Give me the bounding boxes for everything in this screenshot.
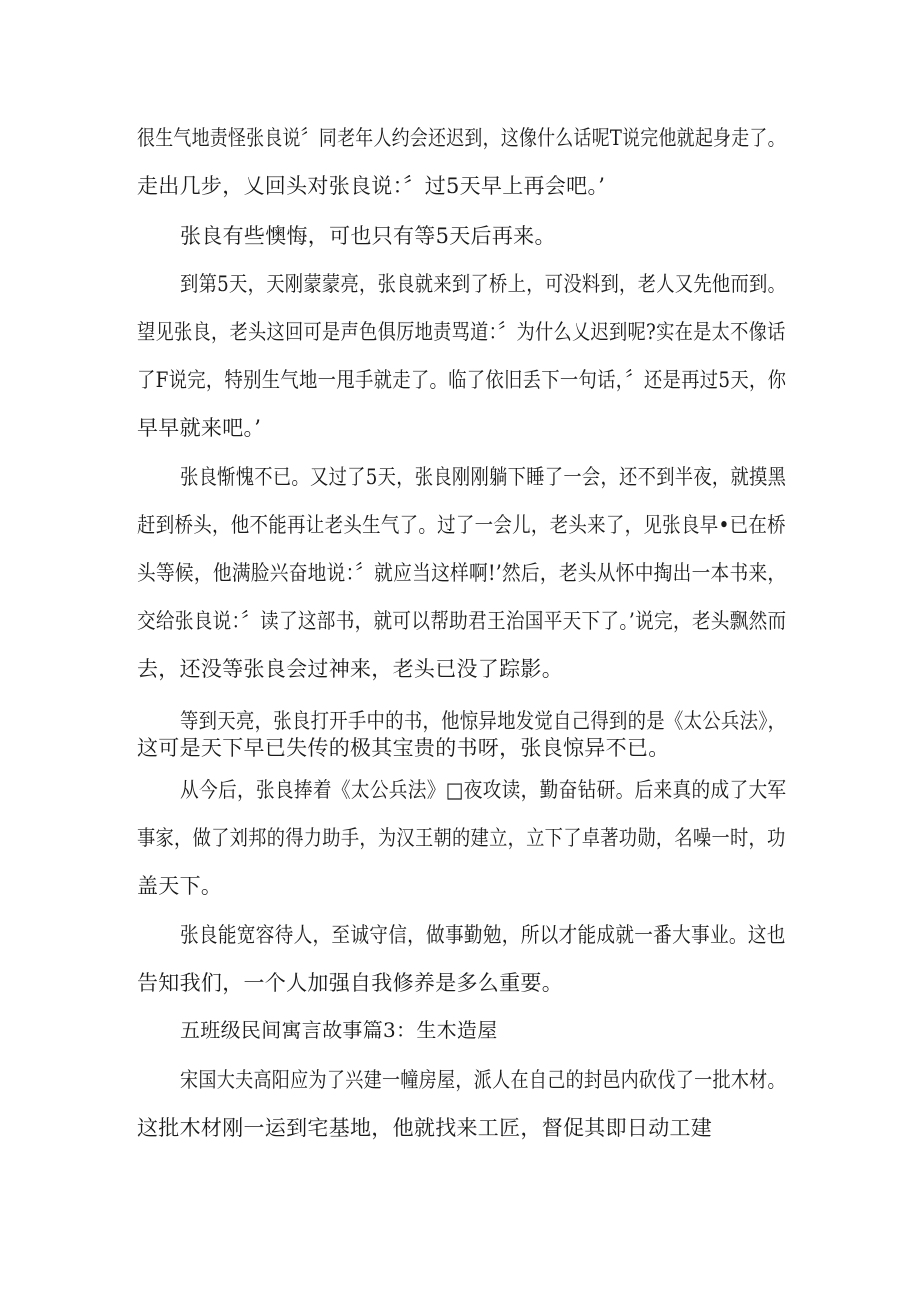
- paragraph-9-line-1: 宋国大夫高阳应为了兴建一幢房屋，派人在自己的封邑内砍伐了一批木材。: [180, 1068, 786, 1092]
- paragraph-7-line-1: 张良能宽容待人，至诚守信，做事勤勉，所以才能成就一番大事业。这也: [180, 923, 786, 947]
- paragraph-9-line-2: 这批木材刚一运到宅基地，他就找来工匠，督促其即日动工建: [137, 1116, 713, 1140]
- paragraph-4-line-4: 交给张良说：〞读了这部书，就可以帮助君王治国平天下了。’说完，老头飘然而: [137, 609, 787, 633]
- paragraph-6-line-2: 事家，做了刘邦的得力助手，为汉王朝的建立，立下了卓著功勋，名噪一时，功: [137, 826, 786, 850]
- paragraph-3-line-1: 到第5天，天刚蒙蒙亮，张良就来到了桥上，可没料到，老人又先他而到。: [180, 272, 787, 296]
- paragraph-5-line-2: 这可是天下早已失传的极其宝贵的书呀，张良惊异不已。: [137, 736, 670, 760]
- paragraph-4-line-5: 去，还没等张良会过神来，老头已没了踪影。: [137, 657, 563, 681]
- paragraph-4-line-1: 张良惭愧不已。又过了5天，张良刚刚躺下睡了一会，还不到半夜，就摸黑: [180, 465, 787, 489]
- paragraph-1-line-1: 很生气地责怪张良说〞同老年人约会还迟到，这像什么话呢T说完他就起身走了。: [137, 126, 786, 150]
- paragraph-1-line-2: 走出几步，乂回头对张良说：〞过5天早上再会吧。’: [137, 174, 606, 198]
- paragraph-3-line-3: 了F说完，特别生气地一甩手就走了。临了依旧丢下一句话，〞还是再过5天，你: [137, 368, 787, 392]
- section-title: 五班级民间寓言故事篇3：生木造屋: [180, 1018, 498, 1042]
- paragraph-4-line-2: 赶到桥头，他不能再让老头生气了。过了一会儿，老头来了，见张良早•已在桥: [137, 513, 786, 537]
- paragraph-6-line-1: 从今后，张良捧着《太公兵法》□夜攻读，勤奋钻研。后来真的成了大军: [180, 778, 787, 802]
- paragraph-3-line-4: 早早就来吧。’: [137, 416, 262, 440]
- paragraph-7-line-2: 告知我们，一个人加强自我修养是多么重要。: [137, 971, 563, 995]
- paragraph-6-line-3: 盖天下。: [137, 874, 223, 898]
- paragraph-2-line-1: 张良有些懊悔，可也只有等5天后再来。: [180, 224, 556, 248]
- paragraph-3-line-2: 望见张良，老头这回可是声色俱厉地责骂道：〞为什么乂迟到呢?实在是太不像话: [137, 320, 786, 344]
- paragraph-5-line-1: 等到天亮，张良打开手中的书，他惊异地发觉自己得到的是《太公兵法》，: [180, 709, 787, 733]
- paragraph-4-line-3: 头等候，他满脸兴奋地说：〞就应当这样啊!’然后，老头从怀中掏出一本书来，: [137, 561, 787, 585]
